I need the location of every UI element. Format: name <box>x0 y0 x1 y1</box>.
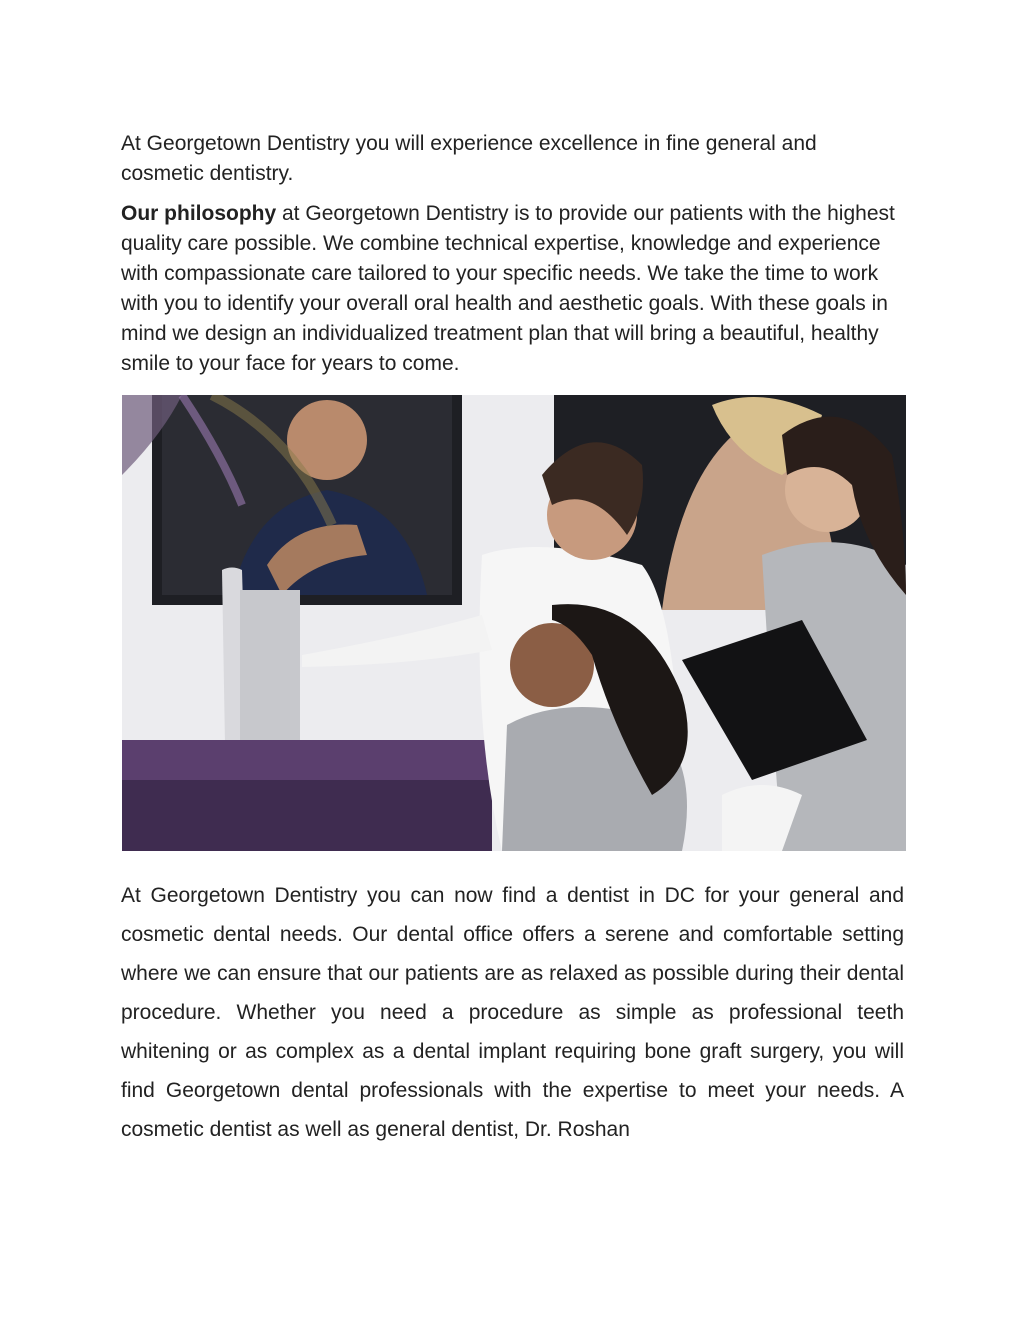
dental-office-photo <box>122 395 906 851</box>
philosophy-paragraph <box>121 199 904 379</box>
philosophy-text: at Georgetown Dentistry is to provide our patients with the highest quality care possible. We combine technical expertise, knowledge and experience with compassionate care tailored to your specific needs. We take the time to work with you to identify your overall oral health and aesthetic goals. With these goals in mind we design an individualized treatment plan that will bring a beautiful, healthy smile to your face for years to come. <box>121 202 895 375</box>
body-paragraph: At Georgetown Dentistry you can now find a dentist in DC for your general and cosmetic dental needs. Our dental office offers a serene and comfortable setting where we can ensure that our patients are as relaxed as possible during their dental procedure. Whether you need a procedure as simple as professional teeth whitening or as complex as a dental implant requiring bone graft surgery, you will find Georgetown dental professionals with the expertise to meet your needs. A cosmetic dentist as well as general dentist, Dr. Roshan <box>121 884 904 1141</box>
philosophy-lead: Our philosophy <box>121 202 277 225</box>
intro-paragraph: At Georgetown Dentistry you will experience excellence in fine general and cosmetic dentistry. <box>121 132 817 185</box>
